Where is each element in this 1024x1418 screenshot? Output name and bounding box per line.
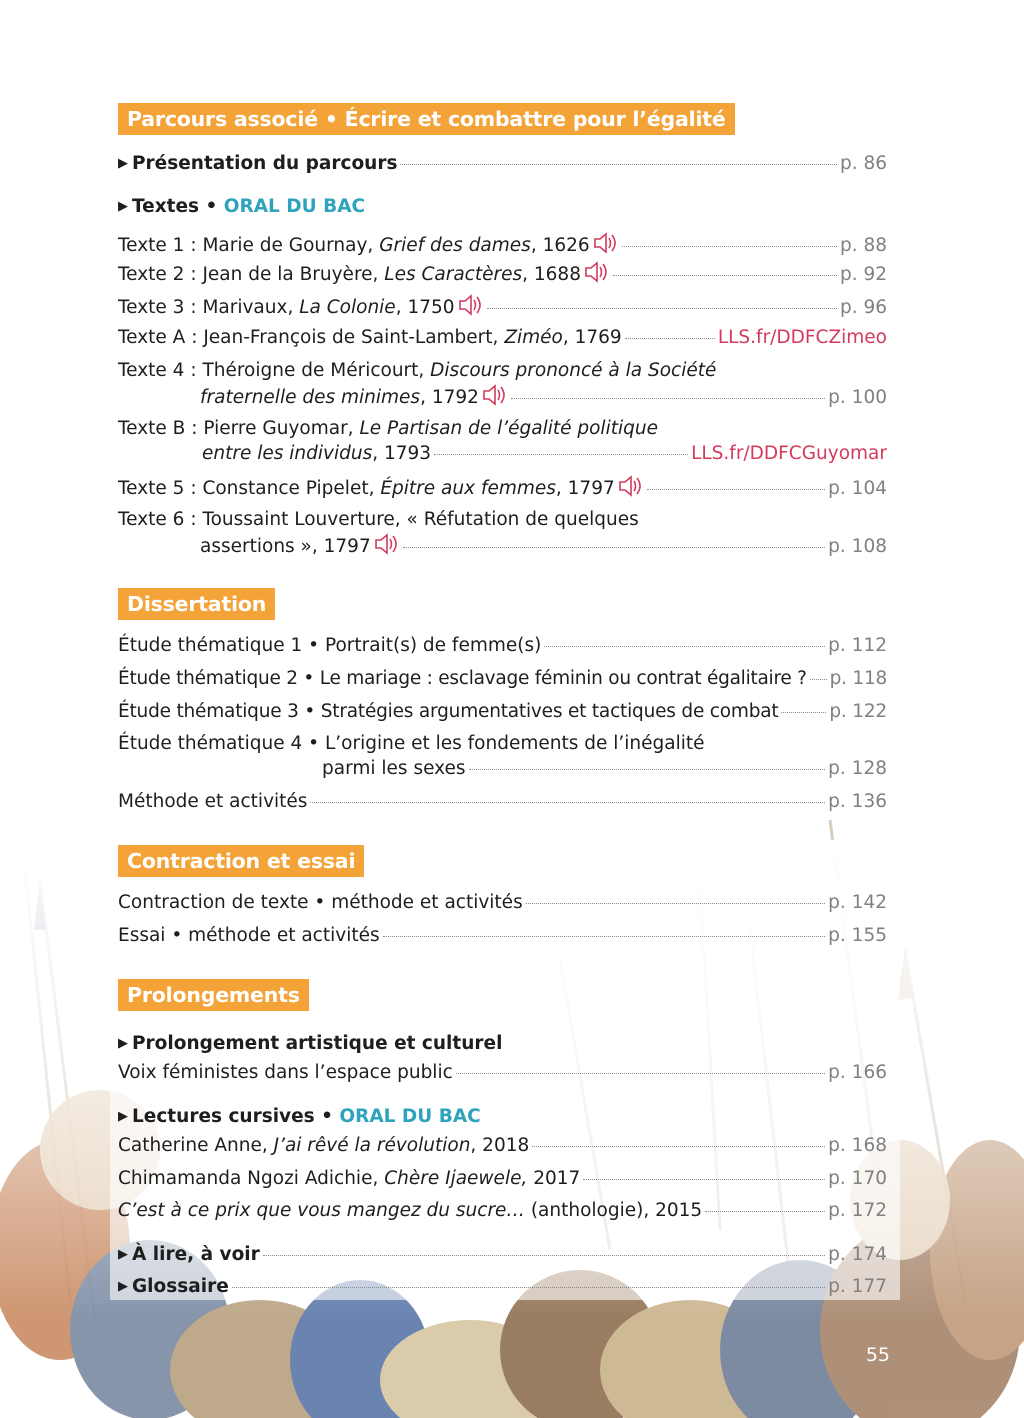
entry-author: Texte 1 : Marie de Gournay,	[118, 235, 380, 256]
subheading-prolongement	[118, 1032, 502, 1058]
section-title-contraction: Contraction et essai	[118, 845, 364, 877]
entry-work: Grief des dames	[379, 235, 531, 256]
entry-label: assertions », 1797	[200, 536, 371, 557]
page-ref: p. 86	[839, 153, 887, 174]
toc-entry-etude-1[interactable]	[118, 634, 887, 658]
toc-entry-texte-6[interactable]	[200, 533, 887, 559]
entry-year: , 1792	[420, 387, 479, 408]
subheading-label: Lectures cursives	[132, 1106, 315, 1127]
triangle-right-icon: ▶	[118, 1279, 128, 1294]
page-ref: p. 108	[828, 536, 887, 557]
dot-leader	[705, 1210, 825, 1212]
subheading-textes: ▶ Textes • ORAL DU BAC	[118, 196, 366, 217]
triangle-right-icon: ▶	[118, 156, 128, 171]
toc-entry-texte-4[interactable]	[200, 384, 887, 410]
page-ref: p. 166	[828, 1062, 887, 1083]
entry-work: Ziméo	[504, 327, 563, 348]
entry-work: entre les individus	[202, 443, 373, 464]
entry-year: , 1769	[562, 327, 622, 348]
toc-entry-etude-2[interactable]	[118, 667, 887, 691]
dot-leader	[487, 307, 837, 309]
speaker-icon[interactable]	[593, 232, 619, 254]
entry-author: Chimamanda Ngozi Adichie,	[118, 1168, 385, 1189]
entry-work: Les Caractères	[384, 264, 523, 285]
toc-entry-etude-3[interactable]	[118, 700, 887, 724]
dot-leader	[625, 337, 715, 339]
dot-leader	[403, 546, 825, 548]
oral-bac-badge: ORAL DU BAC	[339, 1106, 481, 1127]
page-ref: p. 177	[828, 1276, 887, 1297]
entry-author: Texte 3 : Marivaux,	[118, 297, 300, 318]
toc-entry-glossaire[interactable]	[118, 1275, 887, 1301]
dot-leader	[232, 1286, 825, 1288]
toc-entry-texte-1[interactable]	[118, 232, 887, 258]
section-title-parcours: Parcours associé • Écrire et combattre pour l’égalité	[118, 103, 735, 135]
entry-label: À lire, à voir	[132, 1244, 260, 1265]
page-ref: p. 88	[839, 235, 887, 256]
speaker-icon[interactable]	[618, 475, 644, 497]
entry-label: Étude thématique 1 • Portrait(s) de femme(s)	[118, 635, 542, 656]
section-title-prolongements: Prolongements	[118, 979, 309, 1011]
entry-label: Étude thématique 2 • Le mariage : esclavage féminin ou contrat égalitaire ?	[118, 668, 807, 689]
toc-entry-presentation[interactable]	[118, 152, 887, 178]
page-ref: p. 170	[828, 1168, 887, 1189]
toc-entry-texte-6-line1: Texte 6 : Toussaint Louverture, « Réfutation de quelques	[118, 509, 639, 530]
dot-leader	[469, 768, 826, 770]
entry-work: J’ai rêvé la révolution	[273, 1135, 471, 1156]
dot-leader	[532, 1145, 825, 1147]
entry-year: , 1797	[555, 478, 615, 499]
dot-leader	[544, 645, 825, 647]
entry-label: Glossaire	[132, 1276, 229, 1297]
entry-label: parmi les sexes	[322, 758, 466, 779]
oral-bac-badge: ORAL DU BAC	[223, 196, 366, 217]
toc-entry-lecture-3[interactable]	[118, 1199, 887, 1223]
entry-label: Contraction de texte • méthode et activités	[118, 892, 523, 913]
online-link[interactable]: LLS.fr/DDFCZimeo	[717, 327, 887, 348]
page-ref: p. 92	[839, 264, 887, 285]
online-link[interactable]: LLS.fr/DDFCGuyomar	[691, 443, 887, 464]
dot-leader	[310, 801, 825, 803]
triangle-right-icon: ▶	[118, 1036, 128, 1051]
toc-entry-etude-4[interactable]	[322, 757, 887, 781]
entry-year: , 1793	[372, 443, 432, 464]
page-ref: p. 136	[828, 791, 887, 812]
entry-work: Discours prononcé à la Société	[430, 360, 717, 381]
entry-work: Chère Ijaewele,	[384, 1168, 528, 1189]
entry-work: fraternelle des minimes	[200, 387, 421, 408]
entry-work: Le Partisan de l’égalité politique	[359, 418, 658, 439]
toc-entry-texte-2[interactable]	[118, 261, 887, 287]
entry-author: Texte 4 : Théroigne de Méricourt,	[118, 360, 431, 381]
speaker-icon[interactable]	[374, 533, 400, 555]
page-ref: p. 118	[829, 668, 887, 689]
page-ref: p. 100	[828, 387, 887, 408]
page-ref: p. 172	[828, 1200, 887, 1221]
page-number: 55	[865, 1344, 890, 1366]
toc-entry-lecture-2[interactable]	[118, 1167, 887, 1191]
dot-leader	[400, 163, 836, 165]
toc-entry-etude-4-line1: Étude thématique 4 • L’origine et les fondements de l’inégalité	[118, 733, 705, 754]
entry-label: Voix féministes dans l’espace public	[118, 1062, 453, 1083]
speaker-icon[interactable]	[482, 384, 508, 406]
entry-work: La Colonie	[299, 297, 396, 318]
subheading-lectures: ▶ Lectures cursives • ORAL DU BAC	[118, 1106, 481, 1127]
toc-entry-texte-3[interactable]	[118, 294, 887, 320]
entry-author: Texte B : Pierre Guyomar,	[118, 418, 360, 439]
dot-leader	[383, 935, 826, 937]
dot-leader	[583, 1178, 825, 1180]
speaker-icon[interactable]	[584, 261, 610, 283]
entry-work: C’est à ce prix que vous mangez du sucre…	[118, 1200, 525, 1221]
toc-entry-texte-b[interactable]	[202, 442, 887, 466]
page-ref: p. 142	[828, 892, 887, 913]
toc-entry-lecture-1[interactable]	[118, 1134, 887, 1158]
entry-label: Méthode et activités	[118, 791, 308, 812]
toc-entry-texte-a[interactable]	[118, 326, 887, 350]
entry-author: Texte 5 : Constance Pipelet,	[118, 478, 381, 499]
entry-label: Essai • méthode et activités	[118, 925, 380, 946]
dot-leader	[511, 397, 825, 399]
section-title-dissertation: Dissertation	[118, 588, 275, 620]
page-ref: p. 104	[828, 478, 887, 499]
page-ref: p. 174	[828, 1244, 887, 1265]
entry-author: Texte A : Jean-François de Saint-Lambert,	[118, 327, 505, 348]
page-ref: p. 155	[828, 925, 887, 946]
dot-leader	[781, 711, 826, 713]
page-ref: p. 128	[828, 758, 887, 779]
toc-entry-texte-4-line1	[118, 359, 716, 383]
dot-leader	[622, 245, 837, 247]
entry-year: (anthologie), 2015	[524, 1200, 703, 1221]
triangle-right-icon: ▶	[118, 199, 128, 214]
dot-leader	[434, 453, 688, 455]
triangle-right-icon: ▶	[118, 1247, 128, 1262]
toc-entry-texte-b-line1	[118, 417, 658, 441]
speaker-icon[interactable]	[458, 294, 484, 316]
dot-leader	[647, 488, 825, 490]
toc-entry-essai[interactable]	[118, 924, 887, 948]
entry-year: , 2018	[470, 1135, 530, 1156]
entry-author: Catherine Anne,	[118, 1135, 274, 1156]
triangle-right-icon: ▶	[118, 1109, 128, 1124]
dot-leader	[526, 902, 825, 904]
toc-entry-texte-5[interactable]	[118, 475, 887, 501]
entry-year: 2017	[527, 1168, 581, 1189]
dot-leader	[456, 1072, 825, 1074]
toc-entry-methode[interactable]	[118, 790, 887, 814]
page-ref: p. 168	[828, 1135, 887, 1156]
toc-entry-a-lire[interactable]	[118, 1243, 887, 1269]
dot-leader	[613, 274, 837, 276]
toc-entry-voix[interactable]	[118, 1061, 887, 1085]
dot-leader	[810, 678, 827, 680]
page-ref: p. 122	[829, 701, 887, 722]
entry-year: , 1750	[395, 297, 455, 318]
subheading-label: Prolongement artistique et culturel	[132, 1033, 503, 1054]
entry-work: Épitre aux femmes	[380, 478, 556, 499]
dot-leader	[263, 1254, 825, 1256]
subheading-label: Textes	[132, 196, 200, 217]
page-ref: p. 112	[828, 635, 887, 656]
page-ref: p. 96	[839, 297, 887, 318]
entry-year: , 1626	[530, 235, 590, 256]
toc-entry-contraction[interactable]	[118, 891, 887, 915]
entry-label: Étude thématique 3 • Stratégies argumentatives et tactiques de combat	[118, 701, 779, 722]
entry-author: Texte 2 : Jean de la Bruyère,	[118, 264, 385, 285]
entry-year: , 1688	[522, 264, 581, 285]
entry-label: Présentation du parcours	[132, 153, 398, 174]
